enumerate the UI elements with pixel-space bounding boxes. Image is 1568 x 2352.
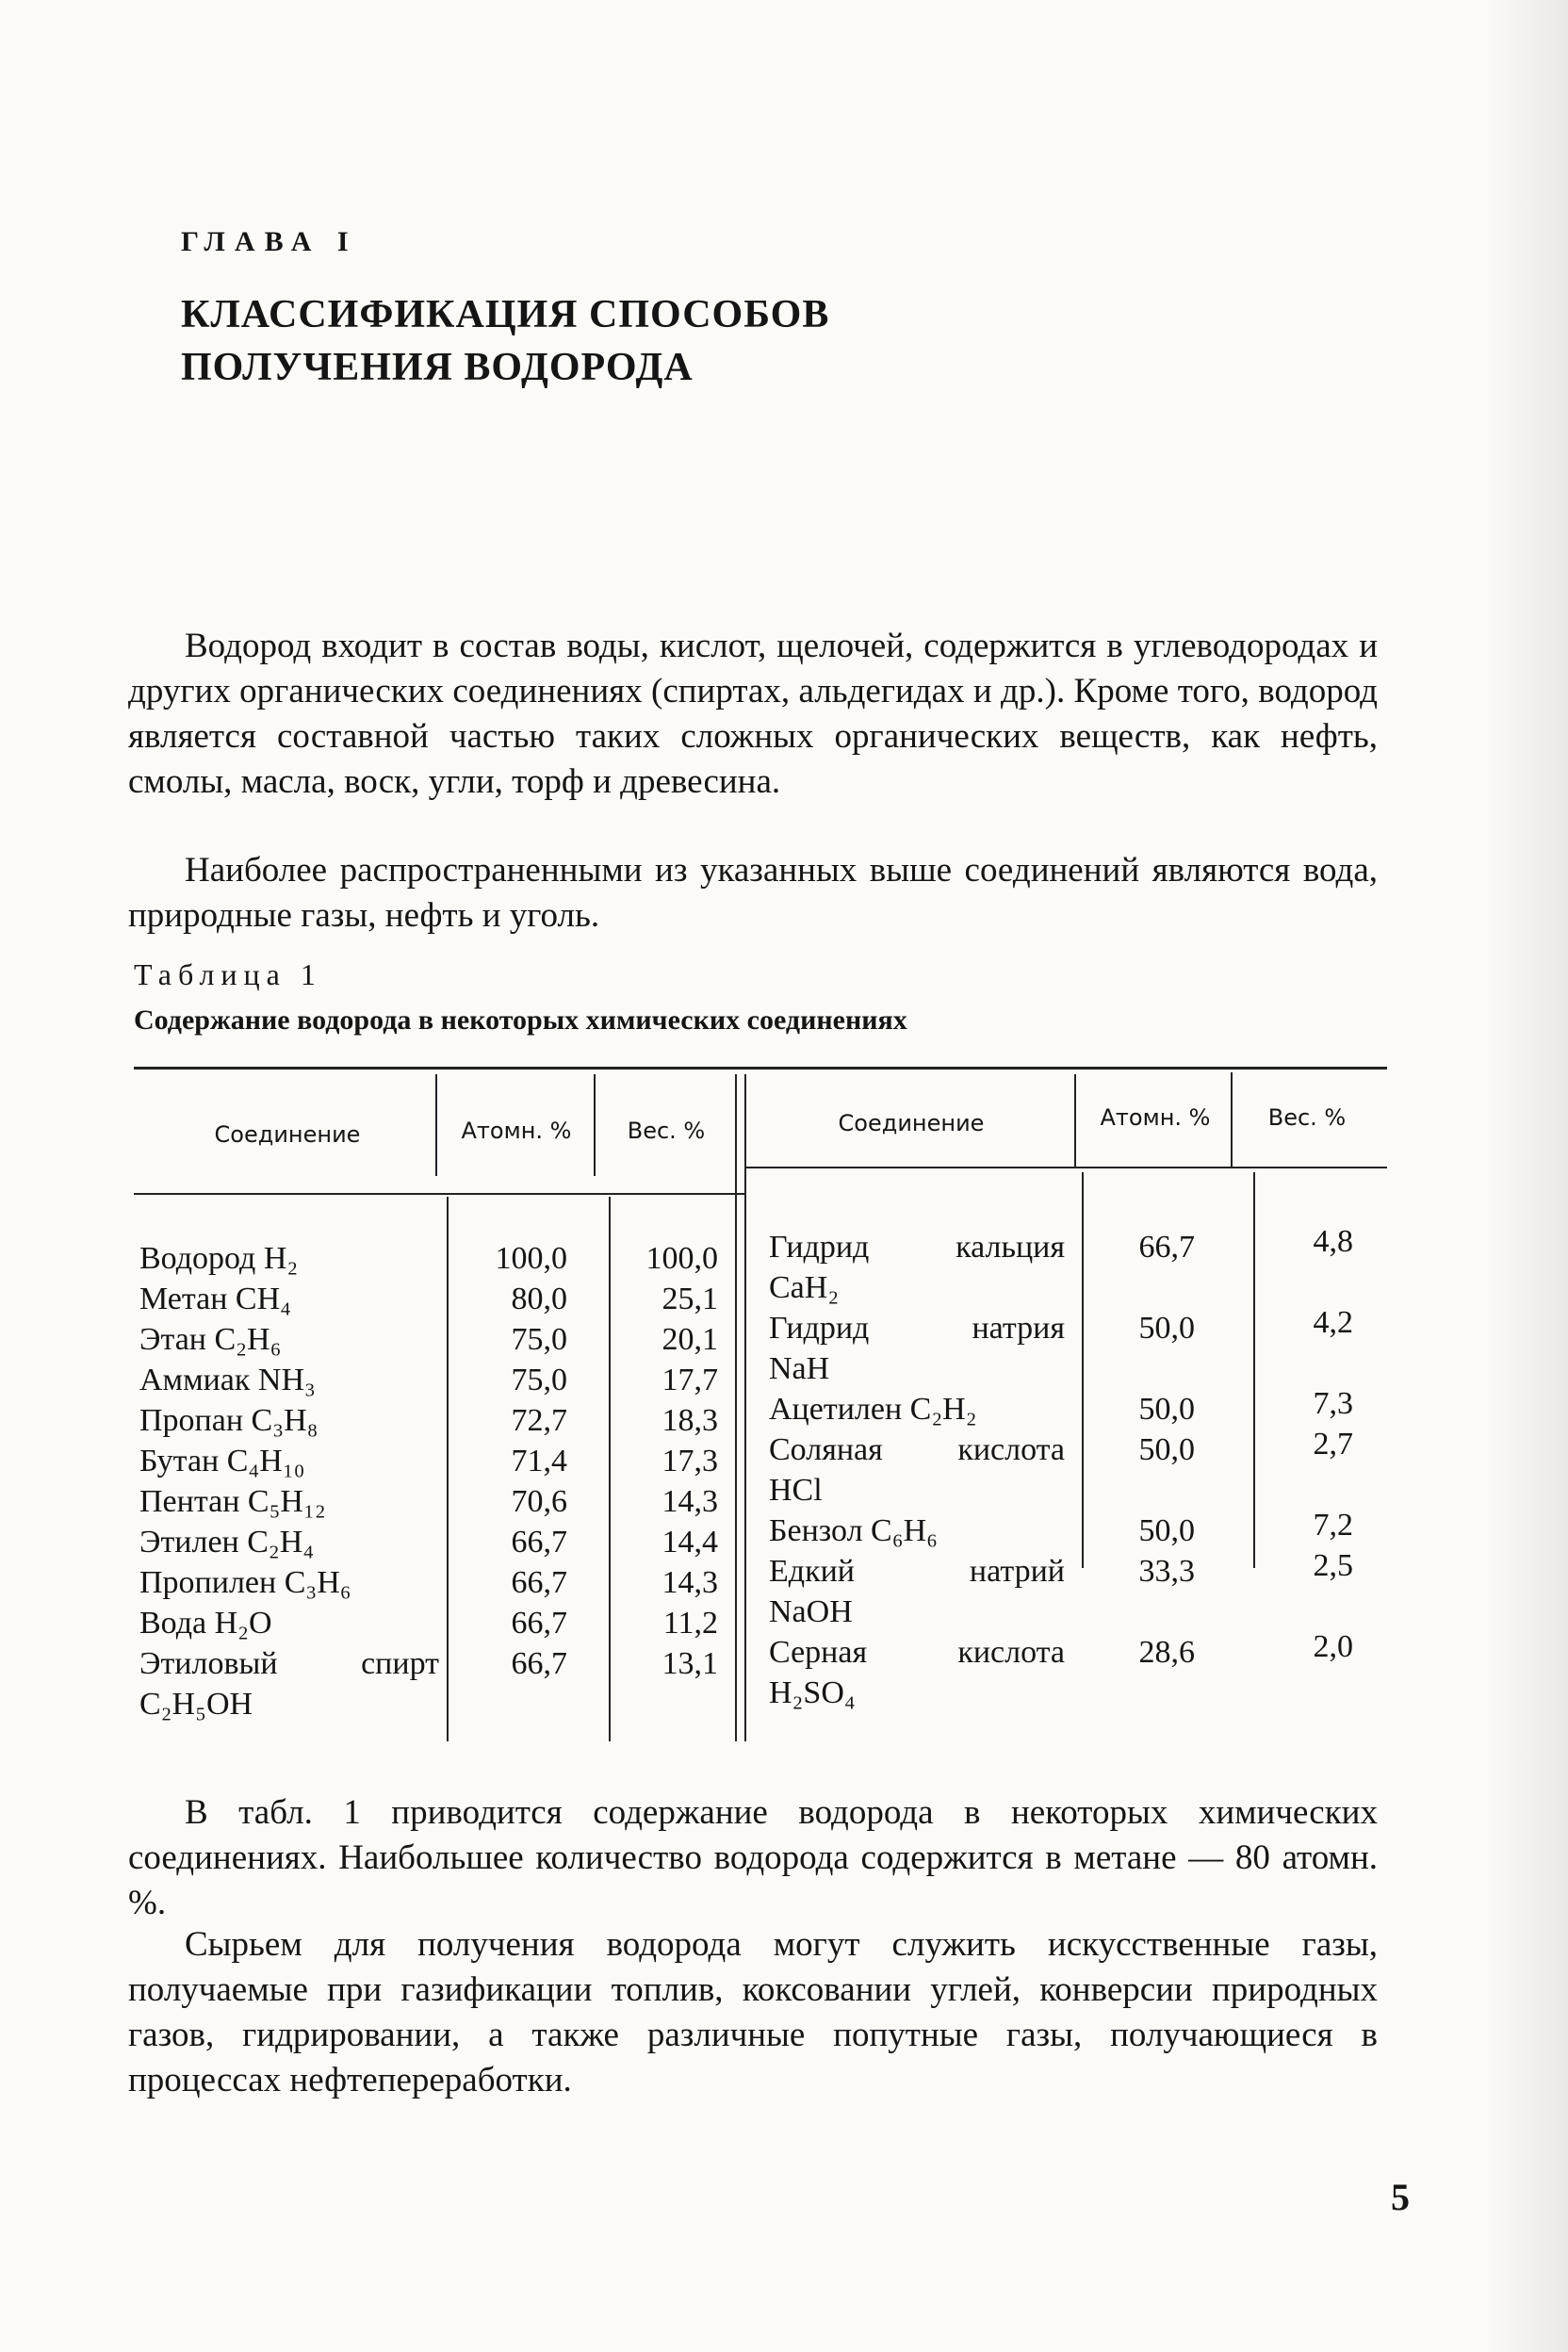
paragraph-2: Наиболее распространенными из указанных выше соединений являются вода, природные газы, нефть и уголь.	[128, 851, 1378, 935]
left-atomic-column	[449, 1238, 567, 1684]
weight-value: 2,5	[1313, 1548, 1353, 1583]
weight-value: 14,4	[662, 1525, 718, 1560]
table-vline	[1253, 1172, 1255, 1568]
left-compound-column	[139, 1238, 439, 1724]
atomic-value: 75,0	[511, 1322, 567, 1357]
paragraph-4: Сырьем для получения водорода могут служить искусственные газы, получаемые при газификации топлив, коксовании углей, конверсии природных газов, гидрировании, а также различные попутные газы, получающиеся в процессах нефтепереработки.	[128, 1925, 1378, 2099]
compound-name: Соляная кислота HCl	[769, 1432, 1065, 1508]
atomic-value: 50,0	[1138, 1392, 1195, 1427]
compound-name: Едкий натрий NaOH	[769, 1554, 1065, 1629]
compound-name: Ацетилен C₂H₂	[769, 1392, 977, 1427]
compound-name: Пропилен C₃H₆	[139, 1565, 351, 1600]
table-vline	[435, 1074, 437, 1176]
table-header-atomic: Атомн. %	[461, 1118, 572, 1144]
compound-name: Пропан C₃H₈	[139, 1403, 318, 1438]
atomic-value: 66,7	[511, 1606, 567, 1641]
atomic-value: 66,7	[511, 1565, 567, 1600]
table-header-rule-left	[134, 1193, 744, 1195]
page-number: 5	[1391, 2176, 1410, 2218]
compound-name: Аммиак NH₃	[139, 1363, 316, 1397]
compound-name: Этан C₂H₆	[139, 1322, 282, 1357]
atomic-value: 66,7	[511, 1525, 567, 1560]
paragraph-3: В табл. 1 приводится содержание водорода в некоторых химических соединениях. Наибольшее количество водорода содержится в метане — 80 атомн. %.	[128, 1793, 1378, 1922]
weight-value: 17,3	[662, 1444, 718, 1478]
compound-name: Бутан C₄H₁₀	[139, 1444, 305, 1478]
left-weight-column	[611, 1238, 718, 1684]
table-vline	[735, 1074, 737, 1741]
atomic-value: 50,0	[1138, 1513, 1195, 1548]
chapter-title-line-2: ПОЛУЧЕНИЯ ВОДОРОДА	[181, 346, 694, 389]
atomic-value: 28,6	[1138, 1635, 1195, 1670]
weight-value: 14,3	[662, 1565, 718, 1600]
weight-value: 25,1	[662, 1282, 718, 1316]
table-header-compound: Соединение	[838, 1110, 985, 1136]
atomic-value: 75,0	[511, 1363, 567, 1397]
weight-value: 2,0	[1313, 1629, 1353, 1664]
table-header-compound: Соединение	[214, 1121, 361, 1148]
atomic-value: 72,7	[511, 1403, 567, 1438]
right-weight-column	[1259, 1221, 1353, 1707]
weight-value: 7,3	[1313, 1386, 1353, 1421]
atomic-value: 70,6	[511, 1484, 567, 1519]
table-top-rule	[134, 1067, 1387, 1070]
compound-name: Метан CH₄	[139, 1282, 292, 1316]
compound-name: Бензол C₆H₆	[769, 1513, 938, 1548]
page-edge-shadow	[1483, 0, 1568, 2352]
weight-value: 7,2	[1313, 1508, 1353, 1543]
weight-value: 11,2	[662, 1606, 718, 1641]
chapter-label: ГЛАВА I	[181, 226, 358, 257]
table-header-weight: Вес. %	[1267, 1104, 1347, 1131]
weight-value: 18,3	[662, 1403, 718, 1438]
table-header-weight: Вес. %	[627, 1118, 706, 1144]
atomic-value: 80,0	[511, 1282, 567, 1316]
weight-value: 17,7	[662, 1363, 718, 1397]
table-header-atomic: Атомн. %	[1100, 1104, 1211, 1131]
weight-value: 4,8	[1313, 1224, 1353, 1259]
atomic-value: 33,3	[1138, 1554, 1195, 1589]
atomic-value: 100,0	[495, 1241, 567, 1276]
weight-value: 100,0	[645, 1241, 718, 1276]
right-atomic-column	[1084, 1227, 1195, 1713]
table-vline	[1074, 1074, 1076, 1168]
atomic-value: 66,7	[1138, 1230, 1195, 1265]
atomic-value: 50,0	[1138, 1432, 1195, 1467]
table-label: Таблица 1	[134, 957, 322, 991]
weight-value: 2,7	[1313, 1427, 1353, 1462]
table-vline	[744, 1074, 746, 1741]
compound-name: Серная кислота H₂SO₄	[769, 1635, 1065, 1710]
table-header-rule-right	[744, 1167, 1387, 1168]
chapter-title	[181, 288, 1029, 394]
table-vline	[594, 1074, 596, 1176]
compound-name: Вода H₂O	[139, 1606, 272, 1641]
chapter-title-line-1: КЛАССИФИКАЦИЯ СПОСОБОВ	[181, 293, 830, 336]
right-compound-column	[769, 1227, 1065, 1713]
weight-value: 13,1	[662, 1646, 718, 1681]
atomic-value: 71,4	[511, 1444, 567, 1478]
compound-name: Гидрид натрия NaH	[769, 1311, 1065, 1386]
compound-name: Пентан C₅H₁₂	[139, 1484, 326, 1519]
weight-value: 4,2	[1313, 1305, 1353, 1340]
weight-value: 14,3	[662, 1484, 718, 1519]
compound-name: Водород H₂	[139, 1241, 299, 1276]
atomic-value: 66,7	[511, 1646, 567, 1681]
atomic-value: 50,0	[1138, 1311, 1195, 1346]
compound-name: Этилен C₂H₄	[139, 1525, 315, 1560]
weight-value: 20,1	[662, 1322, 718, 1357]
table-vline	[1231, 1072, 1233, 1168]
compound-name: Этиловый спирт C₂H₅OH	[139, 1646, 439, 1722]
paragraph-1: Водород входит в состав воды, кислот, щелочей, содержится в углеводородах и других органических соединениях (спиртах, альдегидах и др.). Кроме того, водород является составной частью таких сложных органических веществ, как нефть, смолы, масла, воск, угли, торф и древесина.	[128, 627, 1378, 801]
table-caption: Содержание водорода в некоторых химических соединениях	[134, 1004, 907, 1036]
compound-name: Гидрид кальция CaH₂	[769, 1230, 1065, 1305]
